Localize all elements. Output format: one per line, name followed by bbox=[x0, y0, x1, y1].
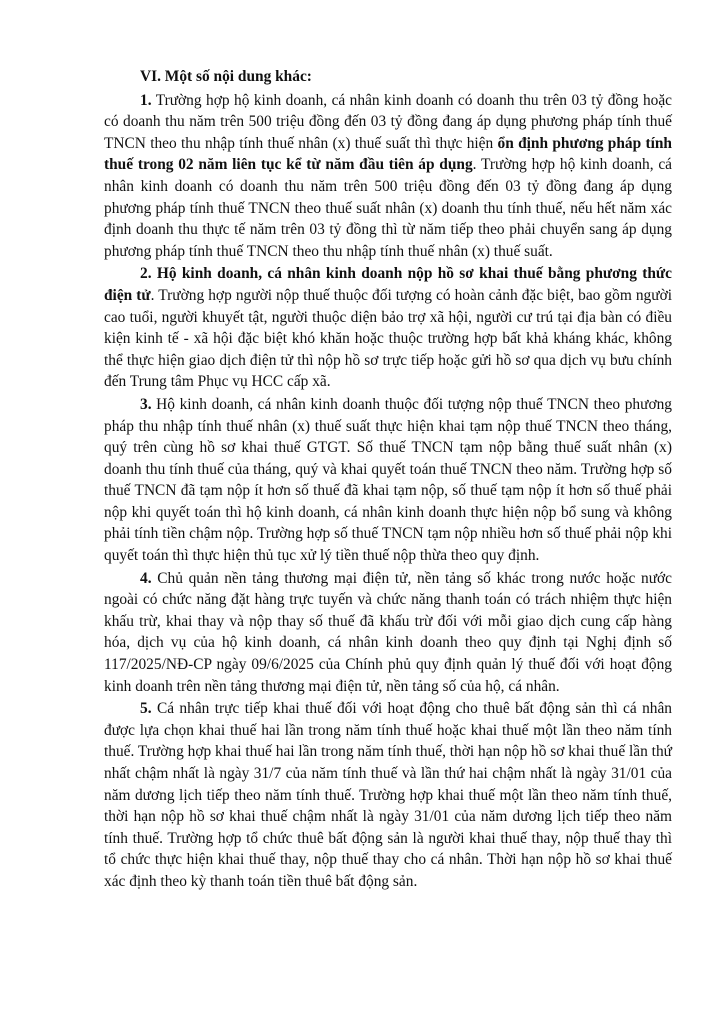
paragraph-text: . Trường hợp người nộp thuế thuộc đối tượng có hoàn cảnh đặc biệt, bao gồm người cao tuổi, người khuyết tật, người thuộc diện bảo trợ xã hội, người cư trú tại địa bàn có điều kiện kinh tế - xã hội đặc biệt khó khăn hoặc thuộc trường hợp bất khả kháng khác, không thể thực hiện giao dịch điện tử thì nộp hồ sơ trực tiếp hoặc gửi hồ sơ qua dịch vụ bưu chính đến Trung tâm Phục vụ HCC cấp xã. bbox=[104, 286, 673, 391]
document-page bbox=[104, 66, 672, 894]
paragraph-2 bbox=[104, 263, 672, 393]
paragraph-number: 1. bbox=[140, 91, 152, 109]
section-title: VI. Một số nội dung khác: bbox=[140, 68, 312, 85]
paragraph-text: Chủ quản nền tảng thương mại điện tử, nền tảng số khác trong nước hoặc nước ngoài có chức năng đặt hàng trực tuyến và chức năng thanh toán có trách nhiệm thực hiện khấu trừ, khai thay và nộp thay số thuế đã khấu trừ đối với mỗi giao dịch cung cấp hàng hóa, dịch vụ của hộ kinh doanh, cá nhân kinh doanh theo quy định tại Nghị định số 117/2025/NĐ-CP ngày 09/6/2025 của Chính phủ quy định quản lý thuế đối với hoạt động kinh doanh trên nền tảng thương mại điện tử, nền tảng số của hộ, cá nhân. bbox=[104, 569, 672, 695]
paragraph-number: 2. bbox=[140, 265, 152, 283]
paragraph-number: 3. bbox=[140, 395, 152, 413]
paragraph-4 bbox=[104, 568, 672, 698]
paragraph-1 bbox=[104, 90, 672, 263]
paragraph-text: Cá nhân trực tiếp khai thuế đối với hoạt động cho thuê bất động sản thì cá nhân được lựa chọn khai thuế hai lần trong năm tính thuế hoặc khai thuế một lần theo năm tính thuế. Trường hợp khai thuế hai lần trong năm tính thuế, thời hạn nộp hồ sơ khai thuế lần thứ nhất chậm nhất là ngày 31/7 của năm tính thuế và lần thứ hai chậm nhất là ngày 31/01 của năm dương lịch tiếp theo năm tính thuế. Trường hợp khai thuế một lần theo năm tính thuế, thời hạn nộp hồ sơ khai thuế chậm nhất là ngày 31/01 của năm dương lịch tiếp theo năm tính thuế. Trường hợp tổ chức thuê bất động sản là người khai thuế thay, nộp thuế thay thì tổ chức thực hiện khai thuế thay, nộp thuế thay cho cá nhân. Thời hạn nộp hồ sơ khai thuế xác định theo kỳ thanh toán tiền thuê bất động sản. bbox=[104, 700, 672, 890]
paragraph-bold-text: ổn định phương pháp tính thuế trong 02 năm liên tục kể từ năm đầu tiên áp dụng bbox=[104, 134, 672, 174]
paragraph-bold-text: Hộ kinh doanh, cá nhân kinh doanh nộp hồ sơ khai thuế bằng phương thức điện tử bbox=[104, 265, 672, 304]
paragraph-5 bbox=[104, 698, 672, 892]
paragraph-3 bbox=[104, 394, 672, 567]
paragraph-text: Trường hợp hộ kinh doanh, cá nhân kinh doanh có doanh thu trên 03 tỷ đồng hoặc có doanh thu năm trên 500 triệu đồng đến 03 tỷ đồng đang áp dụng phương pháp tính thuế TNCN theo thu nhập tính thuế nhân (x) thuế suất thì thực hiện bbox=[104, 91, 672, 152]
paragraph-number: 4. bbox=[140, 569, 152, 587]
paragraph-text: . Trường hợp hộ kinh doanh, cá nhân kinh doanh có doanh thu năm trên 500 triệu đồng đến 03 tỷ đồng đang áp dụng phương pháp tính thuế TNCN theo thuế suất nhân (x) doanh thu tính thuế, nếu hết năm xác định doanh thu thực tế năm trên 03 tỷ đồng thì từ năm tiếp theo phải chuyển sang áp dụng phương pháp tính thuế TNCN theo thu nhập tính thuế nhân (x) thuế suất. bbox=[104, 156, 672, 260]
paragraph-number: 5. bbox=[140, 700, 152, 718]
paragraph-text: Hộ kinh doanh, cá nhân kinh doanh thuộc đối tượng nộp thuế TNCN theo phương pháp thu nhập tính thuế nhân (x) thuế suất thực hiện khai tạm nộp thuế TNCN theo tháng, quý trên cùng hồ sơ khai thuế GTGT. Số thuế TNCN tạm nộp bằng thuế suất nhân (x) doanh thu tính thuế của tháng, quý và khai quyết toán thuế TNCN theo năm. Trường hợp số thuế TNCN đã tạm nộp ít hơn số thuế đã khai tạm nộp, số thuế tạm nộp ít hơn số thuế phải nộp khi quyết toán thì hộ kinh doanh, cá nhân kinh doanh thực hiện nộp bổ sung và không phải tính tiền chậm nộp. Trường hợp số thuế TNCN tạm nộp nhiều hơn số thuế phải nộp khi quyết toán thì thực hiện thủ tục xử lý tiền thuế nộp thừa theo quy định. bbox=[104, 395, 672, 565]
